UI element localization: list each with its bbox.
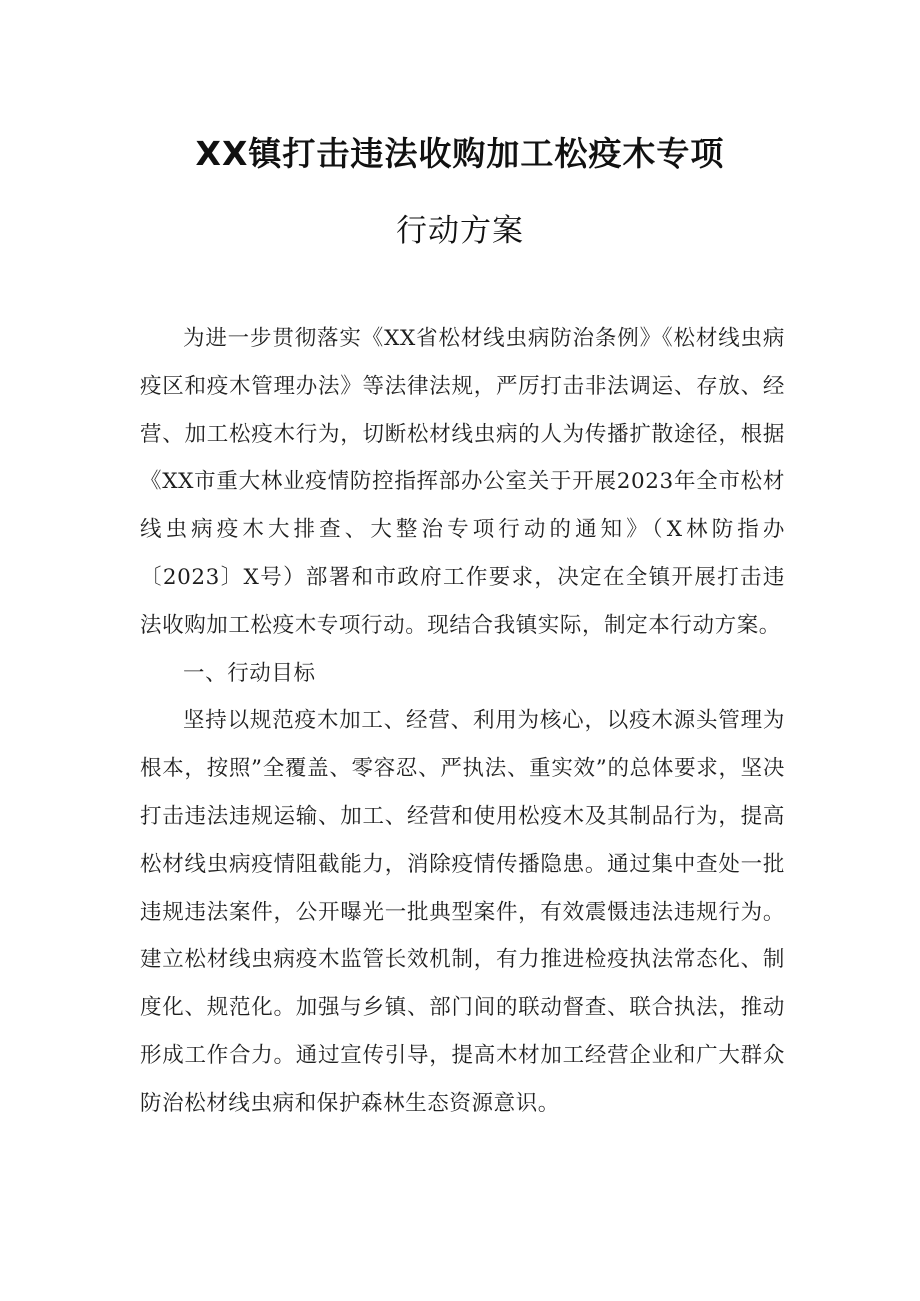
document-title-line2: 行动方案 xyxy=(396,213,524,249)
objectives-paragraph: 坚持以规范疫木加工、经营、利用为核心，以疫木源头管理为根本，按照”全覆盖、零容忍、严执法、重实效”的总体要求，坚决打击违法违规运输、加工、经营和使用松疫木及其制品行为，提高松材线虫病疫情阻截能力，消除疫情传播隐患。通过集中查处一批违规违法案件，公开曝光一批典型案件，有效震慑违法违规行为。建立松材线虫病疫木监管长效机制，有力推进检疫执法常态化、制度化、规范化。加强与乡镇、部门间的联动督查、联合执法，推动形成工作合力。通过宣传引导，提高木材加工经营企业和广大群众防治松材线虫病和保护森林生态资源意识。 xyxy=(140,708,785,1116)
document-body xyxy=(140,315,785,1128)
intro-paragraph: 为进一步贯彻落实《XX省松材线虫病防治条例》《松材线虫病疫区和疫木管理办法》等法律法规，严厉打击非法调运、存放、经营、加工松疫木行为，切断松材线虫病的人为传播扩散途径，根据《XX市重大林业疫情防控指挥部办公室关于开展2023年全市松材线虫病疫木大排查、大整治专项行动的通知》（X林防指办〔2023〕X号）部署和市政府工作要求，决定在全镇开展打击违法收购加工松疫木专项行动。现结合我镇实际，制定本行动方案。 xyxy=(140,326,785,638)
document-title-line1: XX镇打击违法收购加工松疫木专项 xyxy=(195,134,725,173)
section-heading-objectives: 一、行动目标 xyxy=(183,660,316,686)
